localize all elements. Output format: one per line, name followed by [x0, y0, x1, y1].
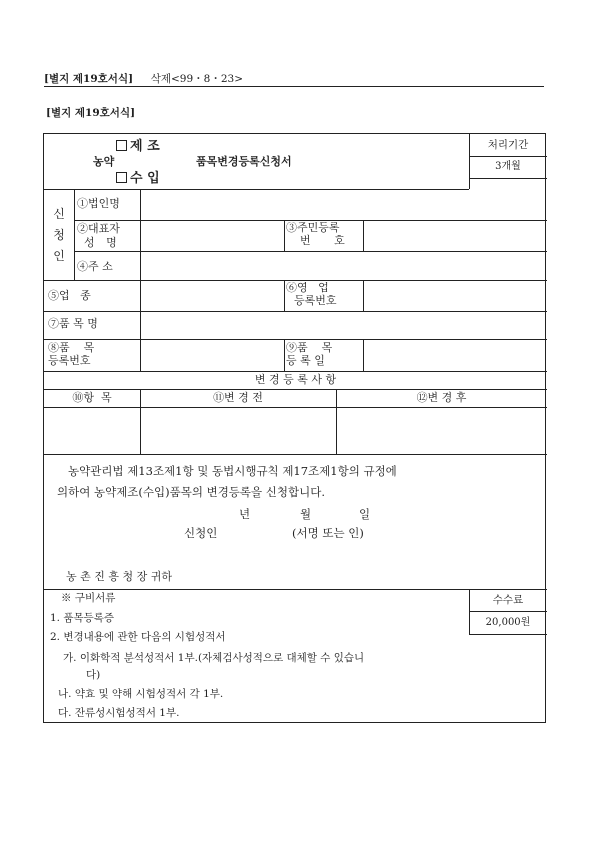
resident-no-label-line2: 번 호: [300, 233, 355, 247]
option-import-label: 수 입: [130, 171, 160, 186]
resident-no-label-line1: ③주민등록: [286, 222, 340, 234]
documents-item2: 2. 변경내용에 관한 다음의 시험성적서: [50, 631, 226, 643]
rule-reg-right: [363, 280, 364, 311]
amendment-note: 삭제<99・8・23>: [150, 73, 244, 85]
checkbox-import[interactable]: [116, 172, 127, 183]
documents-item2a-cont: 다): [86, 669, 101, 681]
rule-rep-bottom: [74, 251, 547, 252]
changes-section-title: 변 경 등 록 사 항: [254, 373, 337, 386]
product-reg-label: [48, 342, 139, 371]
rule-changes-title-bottom: [44, 389, 547, 390]
rule-product-name-bottom: [44, 339, 547, 340]
statement-line1: 농약관리법 제13조제1항 및 동법시행규칙 제17조제1항의 규정에: [68, 464, 397, 478]
documents-item1: 1. 품목등록증: [50, 612, 115, 624]
rule-changes-body-bottom: [44, 454, 547, 455]
product-reg-label-line1: ⑧품 목: [48, 342, 95, 354]
changes-col-after: ⑫변 경 후: [416, 391, 467, 404]
rule-regdate-left: [284, 339, 285, 371]
rule-statement-bottom: [44, 589, 547, 590]
processing-label: 처리기간: [487, 139, 529, 151]
documents-title: ※ 구비서류: [61, 592, 116, 604]
header-divider: [44, 86, 544, 87]
corp-name-label: ①법인명: [77, 197, 120, 210]
form-header: [44, 71, 243, 86]
date-year-label: 년: [239, 507, 251, 521]
industry-label: ⑤업 종: [48, 289, 91, 302]
business-reg-label-line1: ⑥영 업: [286, 282, 329, 294]
business-reg-label-line2: 등록번호: [294, 293, 337, 307]
date-month-label: 월: [300, 507, 312, 521]
fee-label: 수수료: [492, 594, 524, 606]
address-label: ④주 소: [77, 260, 113, 273]
rule-reg-left: [284, 280, 285, 311]
applicant-char-1: 신: [53, 207, 65, 221]
applicant-char-2: 청: [53, 228, 65, 242]
rule-processing-mid: [469, 156, 547, 157]
option-manufacture-label: 제 조: [130, 139, 160, 154]
rule-resident-left: [284, 220, 285, 251]
rep-label: ②대표자: [77, 222, 120, 235]
rule-business-bottom: [44, 311, 547, 312]
checkbox-manufacture[interactable]: [116, 140, 127, 151]
rule-resident-right: [363, 220, 364, 251]
title-prefix: 농약: [93, 155, 115, 168]
signature-note: (서명 또는 인): [292, 526, 364, 540]
processing-value: 3개월: [495, 161, 521, 172]
addressee: 농 촌 진 흥 청 장 귀하: [66, 570, 172, 583]
business-reg-label: [286, 282, 362, 311]
product-regdate-label-line1: ⑨품 목: [286, 342, 333, 354]
statement-line2: 의하여 농약제조(수입)품목의 변경등록을 신청합니다.: [57, 485, 325, 499]
applicant-char-3: 인: [53, 249, 65, 263]
changes-col-item: ⑩항 목: [72, 391, 112, 404]
date-day-label: 일: [359, 507, 371, 521]
resident-no-label: [286, 222, 362, 251]
rule-label-column: [140, 189, 141, 371]
form-label: [별지 제19호서식]: [44, 73, 134, 85]
applicant-sign-label: 신청인: [184, 526, 218, 540]
documents-item2a: 가. 이화학적 분석성적서 1부.(자체검사성적으로 대체할 수 있습니: [63, 652, 365, 664]
form-title: 품목변경등록신청서: [196, 155, 292, 168]
rule-applicant-bottom: [44, 280, 547, 281]
documents-item2b: 나. 약효 및 약해 시험성적서 각 1부.: [58, 688, 224, 700]
application-form: [43, 133, 546, 723]
rule-fee-bottom: [469, 634, 547, 635]
option-import[interactable]: [116, 172, 160, 187]
rule-regdate-right: [363, 339, 364, 371]
product-reg-label-line2: 등록번호: [48, 353, 91, 367]
form-label-repeat: [별지 제19호서식]: [46, 107, 136, 119]
product-name-label: ⑦품 목 명: [48, 317, 98, 330]
rule-applicant-section: [74, 189, 75, 280]
rule-title-bottom: [44, 189, 469, 190]
documents-item2c: 다. 잔류성시험성적서 1부.: [58, 707, 180, 719]
option-manufacture[interactable]: [116, 140, 160, 155]
rule-changes-header-bottom: [44, 407, 547, 408]
rep-label-line2: 성 명: [84, 236, 121, 249]
rule-product-reg-bottom: [44, 371, 547, 372]
rule-fee-mid: [469, 611, 547, 612]
changes-col-before: ⑪변 경 전: [213, 391, 263, 404]
product-regdate-label: [286, 342, 362, 371]
rule-processing-bottom: [469, 178, 547, 179]
rule-corp-bottom: [74, 220, 547, 221]
product-regdate-label-line2: 등 록 일: [286, 353, 325, 367]
fee-value: 20,000원: [485, 617, 531, 628]
